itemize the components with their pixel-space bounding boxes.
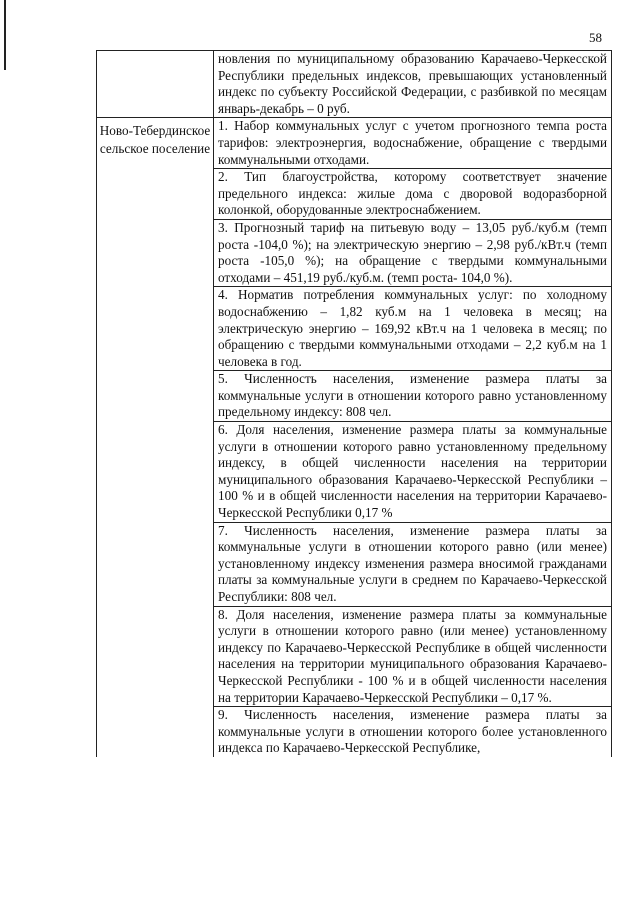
continuation-text: новления по муниципальному образованию Карачаево-Черкесской Республики предельных индексов, превышающих установленный индекс по субъекту Российской Федерации, с разбивкой по месяцам январь-декабрь – 0 руб.	[218, 51, 607, 116]
settlement-cell-empty	[97, 51, 214, 117]
page-number: 58	[589, 30, 602, 45]
settlement-name: Ново-Тебердинское сельское поселение	[97, 118, 214, 757]
continuation-cell	[214, 51, 611, 117]
settlement-details	[214, 118, 611, 757]
table-row-settlement	[97, 117, 611, 757]
list-item-2: 2. Тип благоустройства, которому соответствует значение предельного индекса: жилые дома с дворовой водоразборной колонкой, оборудованные электроснабжением.	[214, 168, 611, 219]
list-item-1: 1. Набор коммунальных услуг с учетом прогнозного темпа роста тарифов: электроэнергия, водоснабжение, обращение с твердыми коммунальными отходами.	[218, 118, 607, 167]
list-item-6: 6. Доля населения, изменение размера платы за коммунальные услуги в отношении которого равно установленному предельному индексу, в общей численности населения на территории муниципального образования Карачаево-Черкесской Республики – 100 % и в общей численности населения на территории Карачаево-Черкесской Республики 0,17 %	[214, 421, 611, 522]
list-item-9: 9. Численность населения, изменение размера платы за коммунальные услуги в отношении которого более установленного индекса по Карачаево-Черкесской Республике,	[214, 706, 611, 757]
tariff-table	[96, 50, 612, 757]
margin-mark	[4, 0, 6, 70]
table-row-continuation	[97, 50, 611, 117]
list-item-4: 4. Норматив потребления коммунальных услуг: по холодному водоснабжению – 1,82 куб.м на 1 человека в месяц; на электрическую энергию – 169,92 кВт.ч на 1 человека в месяц; по обращению с твердыми коммунальными отходами – 2,2 куб.м на 1 человека в год.	[214, 286, 611, 370]
list-item-8: 8. Доля населения, изменение размера платы за коммунальные услуги в отношении которого равно (или менее) установленному индексу по Карачаево-Черкесской Республике в общей численности населения на территории муниципального образования Карачаево-Черкесской Республики - 100 % и в общей численности населения на территории Карачаево-Черкесской Республики – 0,17 %.	[214, 606, 611, 707]
list-item-5: 5. Численность населения, изменение размера платы за коммунальные услуги в отношении которого равно установленному предельному индексу: 808 чел.	[214, 370, 611, 421]
list-item-3: 3. Прогнозный тариф на питьевую воду – 13,05 руб./куб.м (темп роста -104,0 %); на электрическую энергию – 2,98 руб./кВт.ч (темп роста -105,0 %); на обращение с твердыми коммунальными отходами – 451,19 руб./куб.м. (темп роста- 104,0 %).	[214, 219, 611, 286]
list-item-7: 7. Численность населения, изменение размера платы за коммунальные услуги в отношении которого равно (или менее) установленному индексу изменения размера вносимой гражданами платы за коммунальные услуги в среднем по Карачаево-Черкесской Республики: 808 чел.	[214, 522, 611, 606]
